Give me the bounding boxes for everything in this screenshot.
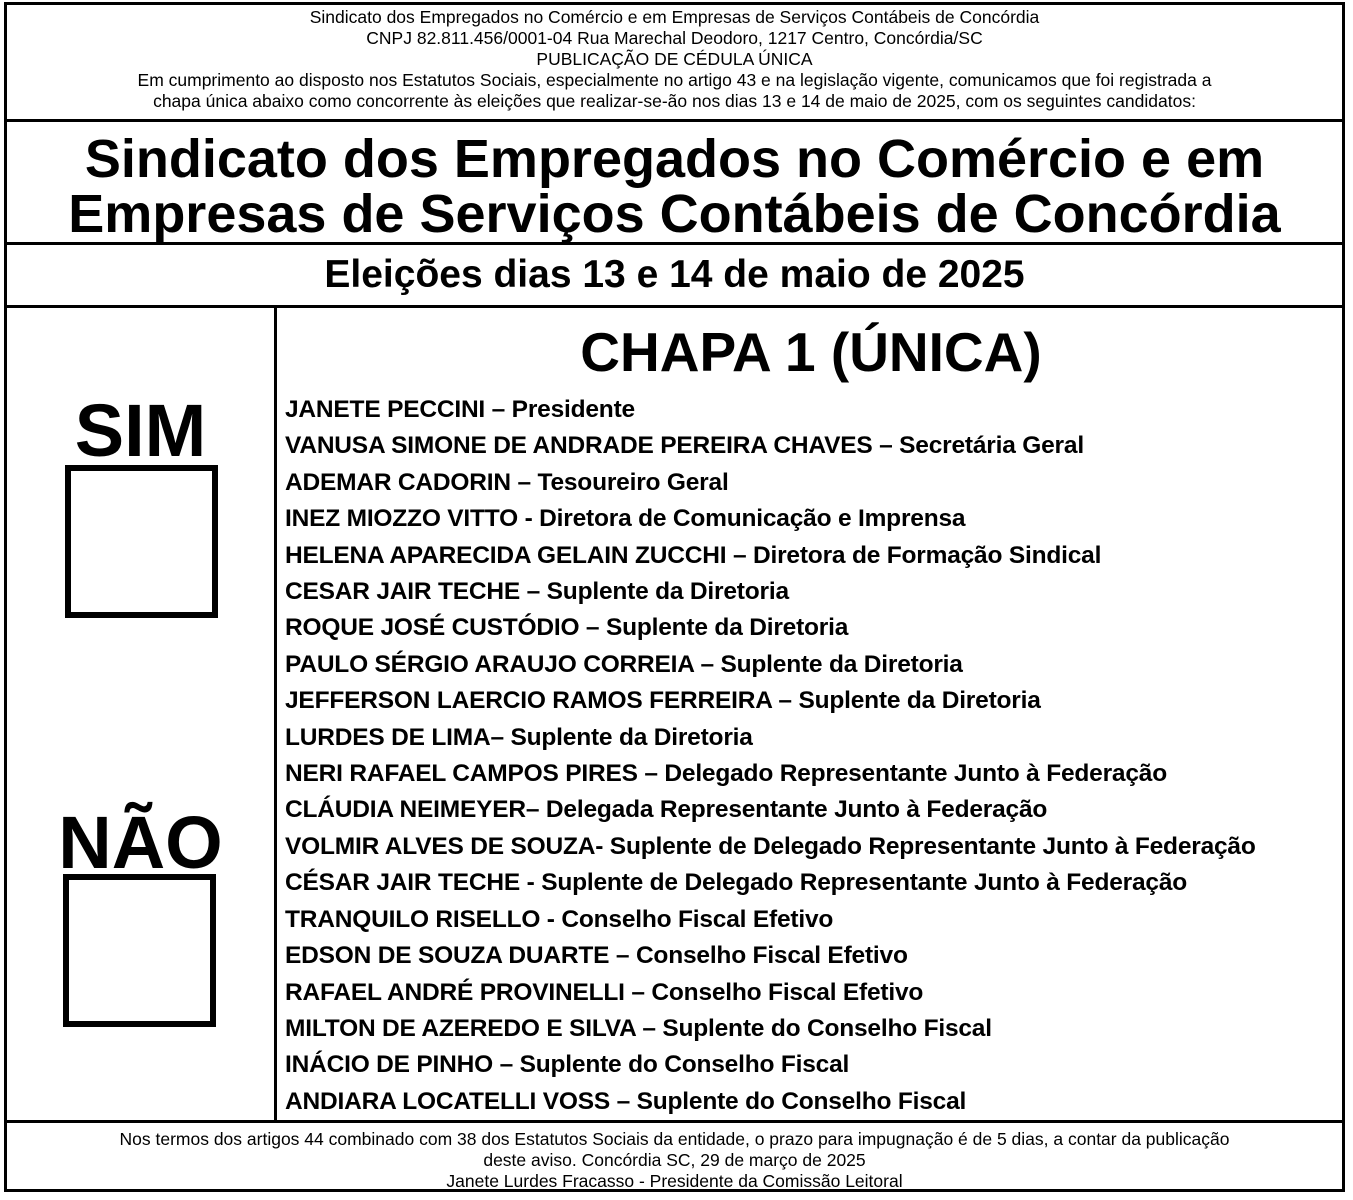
candidate-item: ROQUE JOSÉ CUSTÓDIO – Suplente da Diretoria	[285, 614, 849, 642]
candidate-item: JANETE PECCINI – Presidente	[285, 396, 635, 423]
candidate-item: CESAR JAIR TECHE – Suplente da Diretoria	[285, 578, 789, 606]
union-title	[7, 122, 1342, 245]
header-publication-title: PUBLICAÇÃO DE CÉDULA ÚNICA	[536, 49, 813, 69]
ballot-notice	[4, 2, 1345, 1192]
candidate-list	[285, 392, 1256, 1120]
vote-options	[7, 308, 277, 1120]
chapa-title: CHAPA 1 (ÚNICA)	[580, 321, 1042, 383]
candidate-item: INEZ MIOZZO VITTO - Diretora de Comunicação e Imprensa	[285, 505, 966, 533]
candidate-item: ADEMAR CADORIN – Tesoureiro Geral	[285, 468, 729, 496]
candidate-item: EDSON DE SOUZA DUARTE – Conselho Fiscal Efetivo	[285, 942, 908, 970]
union-title-line-2: Empresas de Serviços Contábeis de Concórdia	[68, 184, 1281, 244]
header-notice-line-1: Em cumprimento ao disposto nos Estatutos Sociais, especialmente no artigo 43 e na legislação vigente, comunicamos que foi registrada a	[137, 70, 1212, 90]
header-union-name: Sindicato dos Empregados no Comércio e em Empresas de Serviços Contábeis de Concórdia	[309, 7, 1040, 27]
candidate-item: CÉSAR JAIR TECHE - Suplente de Delegado Representante Junto à Federação	[285, 869, 1188, 897]
election-dates: Eleições dias 13 e 14 de maio de 2025	[7, 245, 1342, 308]
no-checkbox[interactable]	[63, 874, 216, 1027]
union-title-line-1: Sindicato dos Empregados no Comércio e em	[84, 129, 1265, 189]
candidate-item: VOLMIR ALVES DE SOUZA- Suplente de Delegado Representante Junto à Federação	[285, 832, 1256, 860]
footer-terms-line-1: Nos termos dos artigos 44 combinado com 38 dos Estatutos Sociais da entidade, o prazo para impugnação é de 5 dias, a contar da publicação	[119, 1129, 1230, 1149]
chapa-section	[277, 308, 1345, 1120]
no-label: NÃO	[58, 801, 223, 884]
footer-signature: Janete Lurdes Fracasso - Presidente da Comissão Leitoral	[446, 1171, 903, 1191]
yes-checkbox[interactable]	[65, 465, 218, 618]
candidate-item: CLÁUDIA NEIMEYER– Delegada Representante Junto à Federação	[285, 796, 1048, 824]
publication-header	[7, 5, 1342, 122]
header-address: CNPJ 82.811.456/0001-04 Rua Marechal Deodoro, 1217 Centro, Concórdia/SC	[366, 28, 983, 48]
footer-terms-line-2: deste aviso. Concórdia SC, 29 de março de 2025	[483, 1150, 866, 1170]
header-notice-line-2: chapa única abaixo como concorrente às eleições que realizar-se-ão nos dias 13 e 14 de maio de 2025, com os seguintes candidatos:	[153, 91, 1196, 111]
candidate-item: INÁCIO DE PINHO – Suplente do Conselho Fiscal	[285, 1051, 850, 1079]
candidate-item: VANUSA SIMONE DE ANDRADE PEREIRA CHAVES – Secretária Geral	[285, 432, 1084, 460]
candidate-item: TRANQUILO RISELLO - Conselho Fiscal Efetivo	[285, 905, 834, 933]
candidate-item: MILTON DE AZEREDO E SILVA – Suplente do Conselho Fiscal	[285, 1014, 992, 1042]
yes-label: SIM	[74, 389, 207, 472]
candidate-item: HELENA APARECIDA GELAIN ZUCCHI – Diretora de Formação Sindical	[285, 541, 1102, 569]
candidate-item: RAFAEL ANDRÉ PROVINELLI – Conselho Fiscal Efetivo	[285, 978, 924, 1006]
publication-footer	[7, 1120, 1342, 1192]
candidate-item: LURDES DE LIMA– Suplente da Diretoria	[285, 723, 753, 751]
candidate-item: ANDIARA LOCATELLI VOSS – Suplente do Conselho Fiscal	[285, 1087, 967, 1115]
candidate-item: JEFFERSON LAERCIO RAMOS FERREIRA – Suplente da Diretoria	[285, 687, 1041, 715]
candidate-item: PAULO SÉRGIO ARAUJO CORREIA – Suplente da Diretoria	[285, 650, 963, 678]
candidate-item: NERI RAFAEL CAMPOS PIRES – Delegado Representante Junto à Federação	[285, 760, 1167, 788]
